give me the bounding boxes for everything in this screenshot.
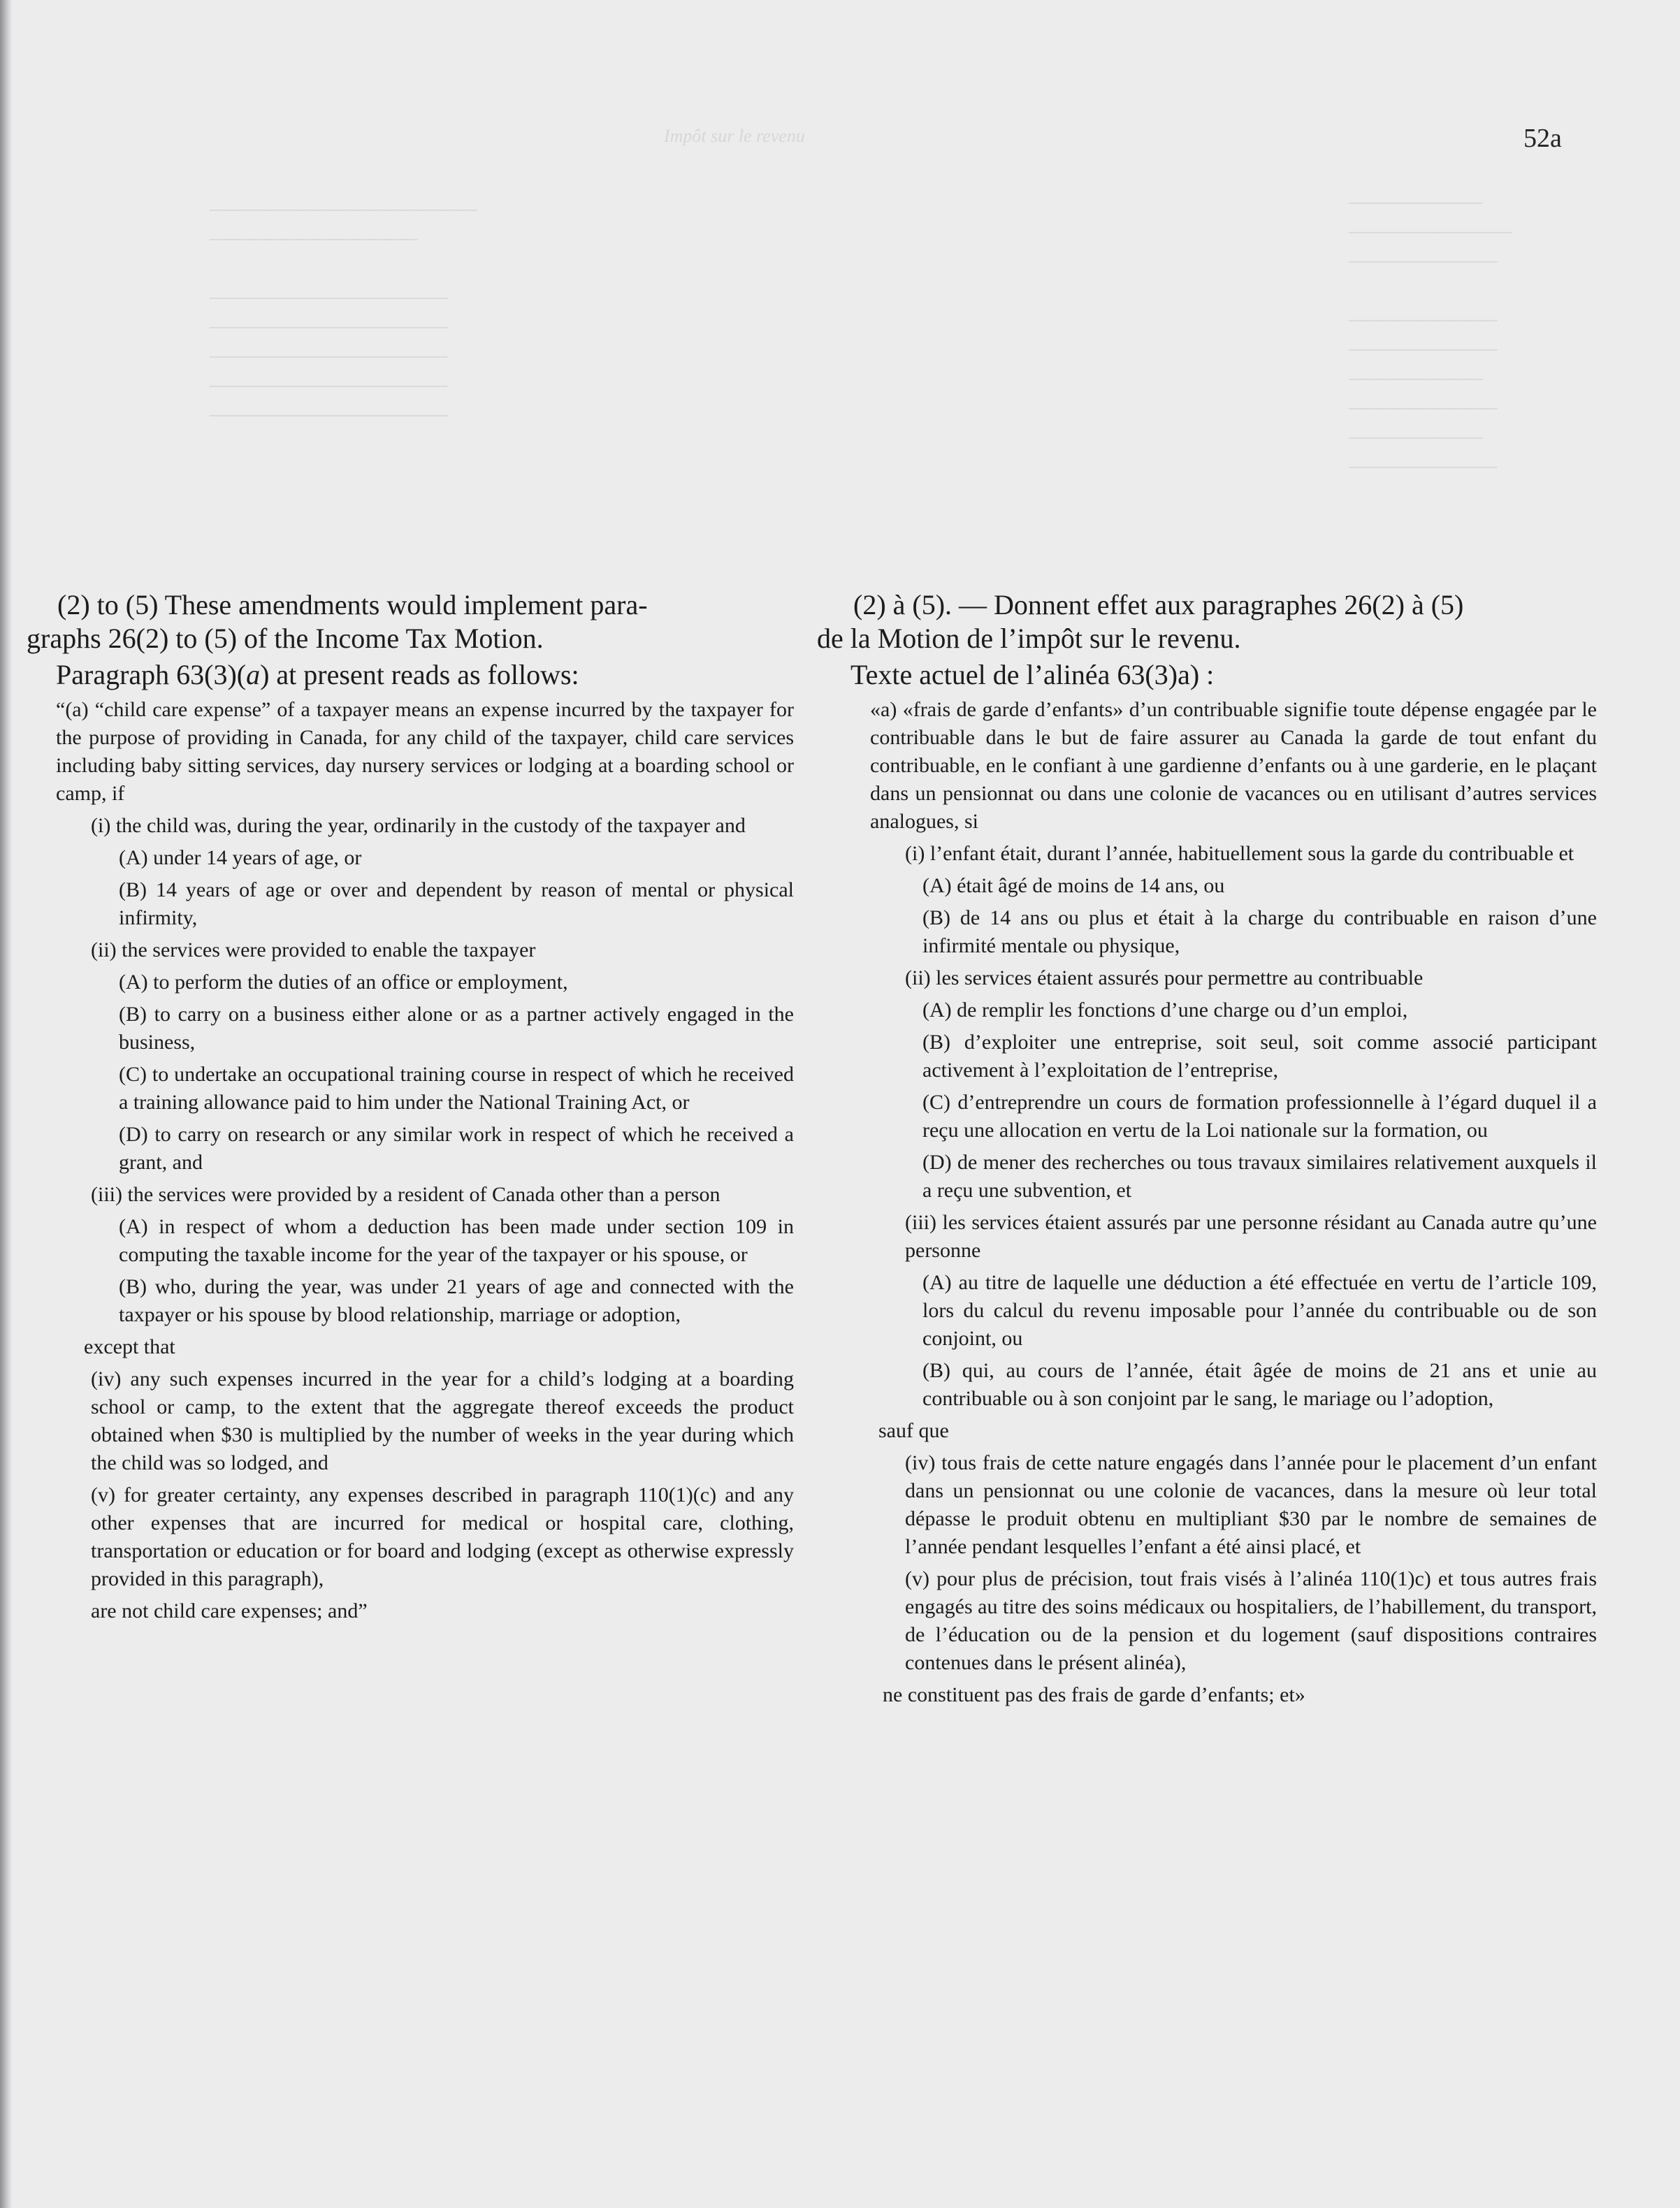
bleed-through-text: ───────── ─────────── ────────── ────────── ────────── ───────── ────────── ───────── ────────── <box>1349 191 1512 479</box>
clause-i-B: (B) 14 years of age or over and dependent by reason of mental or physical infirmity, <box>119 878 794 929</box>
clause-ii-D: (D) to carry on research or any similar work in respect of which he received a grant, and <box>119 1123 794 1174</box>
clause-ii-B-fr: (B) d’exploiter une entreprise, soit seul, soit comme associé participant activement à l’exploitation de l’entreprise, <box>922 1031 1597 1082</box>
clause-i-A: (A) under 14 years of age, or <box>119 846 362 869</box>
clause-iii-fr: (iii) les services étaient assurés par une personne résidant au Canada autre qu’une personne <box>905 1211 1597 1262</box>
amendment-intro-line-1-fr: (2) à (5). — Donnent effet aux paragraphes 26(2) à (5) <box>853 589 1464 620</box>
faded-running-header: Impôt sur le revenu <box>664 126 805 146</box>
clause-iii-B-fr: (B) qui, au cours de l’année, était âgée de moins de 21 ans et unie au contribuable ou à son conjoint par le sang, le mariage ou l’adoption, <box>922 1359 1597 1410</box>
definition-text-fr: «a) «frais de garde d’enfants» d’un contribuable signifie toute dépense engagée par le contribuable dans le but de faire assurer au Canada la garde de tout enfant du contribuable, en le confiant à une gardienne d’enfants ou à une garderie, en le plaçant dans un pensionnat ou dans une colonie de vacances ou en utilisant d’autres services analogues, si <box>870 698 1597 833</box>
clause-ii: (ii) the services were provided to enable the taxpayer <box>91 938 536 961</box>
clause-iv: (iv) any such expenses incurred in the year for a child’s lodging at a boarding school or camp, to the extent that the aggregate thereof exceeds the product obtained when $30 is multiplied by the number of weeks in the year during which the child was so lodged, and <box>91 1367 794 1474</box>
page-number: 52a <box>1523 124 1562 153</box>
definition-text: “(a) “child care expense” of a taxpayer means an expense incurred by the taxpayer for the purpose of providing in Canada, for any child of the taxpayer, child care services including baby sitting services, day nursery services or lodging at a boarding school or camp, if <box>56 698 794 805</box>
clause-iii: (iii) the services were provided by a resident of Canada other than a person <box>91 1183 720 1206</box>
clause-ii-B: (B) to carry on a business either alone or as a partner actively engaged in the business, <box>119 1003 794 1054</box>
amendment-intro-line-1: (2) to (5) These amendments would implement para- <box>57 589 648 620</box>
clause-i-B-fr: (B) de 14 ans ou plus et était à la charge du contribuable en raison d’une infirmité mentale ou physique, <box>922 906 1597 957</box>
clause-ii-A-fr: (A) de remplir les fonctions d’une charge ou d’un emploi, <box>922 998 1408 1022</box>
french-column <box>814 588 1597 1713</box>
quoted-provision <box>56 696 794 1625</box>
clause-ii-C-fr: (C) d’entreprendre un cours de formation professionnelle à l’égard duquel il a reçu une allocation en vertu de la Loi nationale sur la formation, ou <box>922 1091 1597 1142</box>
page-gutter-shadow <box>0 0 13 2208</box>
clause-iii-A: (A) in respect of whom a deduction has been made under section 109 in computing the taxable income for the year of the taxpayer or his spouse, or <box>119 1215 794 1266</box>
clause-ii-fr: (ii) les services étaient assurés pour permettre au contribuable <box>905 966 1424 989</box>
closing-text-fr: ne constituent pas des frais de garde d’enfants; et» <box>883 1683 1305 1706</box>
clause-ii-D-fr: (D) de mener des recherches ou tous travaux similaires relativement auxquels il a reçu une subvention, et <box>922 1151 1597 1202</box>
clause-iv-fr: (iv) tous frais de cette nature engagés dans l’année pour le placement d’un enfant dans un pensionnat ou une colonie de vacances, dans la mesure où leur total dépasse le produit obtenu en multipliant $30 par le nombre de semaines de l’année pendant lesquelles l’enfant a été ainsi placé, et <box>905 1451 1597 1558</box>
closing-text: are not child care expenses; and” <box>91 1599 368 1622</box>
current-text-heading: Paragraph 63(3)(a) at present reads as follows: <box>56 659 579 690</box>
english-column <box>27 588 794 1629</box>
clause-i-fr: (i) l’enfant était, durant l’année, habituellement sous la garde du contribuable et <box>905 842 1574 865</box>
amendment-intro-line-2: graphs 26(2) to (5) of the Income Tax Motion. <box>27 623 544 654</box>
clause-i-A-fr: (A) était âgé de moins de 14 ans, ou <box>922 874 1225 897</box>
current-text-heading-fr: Texte actuel de l’alinéa 63(3)a) : <box>850 659 1215 690</box>
amendment-intro-line-2-fr: de la Motion de l’impôt sur le revenu. <box>817 623 1241 654</box>
clause-iii-A-fr: (A) au titre de laquelle une déduction a été effectuée en vertu de l’article 109, lors du calcul du revenu imposable pour l’année du contribuable ou de son conjoint, ou <box>922 1271 1597 1350</box>
clause-ii-C: (C) to undertake an occupational training course in respect of which he received a training allowance paid to him under the National Training Act, or <box>119 1063 794 1114</box>
bleed-through-text: ────────────────── ────────────── ──────────────── ──────────────── ──────────────── ──────────────── ──────────────── <box>210 198 477 427</box>
clause-ii-A: (A) to perform the duties of an office or employment, <box>119 971 568 994</box>
quoted-provision-fr <box>814 696 1597 1709</box>
except-that: except that <box>84 1335 175 1358</box>
clause-v: (v) for greater certainty, any expenses described in paragraph 110(1)(c) and any other expenses that are incurred for medical or hospital care, clothing, transportation or education or for board and lodging (except as otherwise expressly provided in this paragraph), <box>91 1483 794 1590</box>
clause-iii-B: (B) who, during the year, was under 21 years of age and connected with the taxpayer or his spouse by blood relationship, marriage or adoption, <box>119 1275 794 1326</box>
clause-v-fr: (v) pour plus de précision, tout frais visés à l’alinéa 110(1)c) et tous autres frais engagés au titre des soins médicaux ou hospitaliers, de l’habillement, du transport, de l’éducation ou de la pension et du logement (sauf dispositions contraires contenues dans le présent alinéa), <box>905 1567 1597 1674</box>
except-that-fr: sauf que <box>878 1419 949 1442</box>
clause-i: (i) the child was, during the year, ordinarily in the custody of the taxpayer and <box>91 814 746 837</box>
